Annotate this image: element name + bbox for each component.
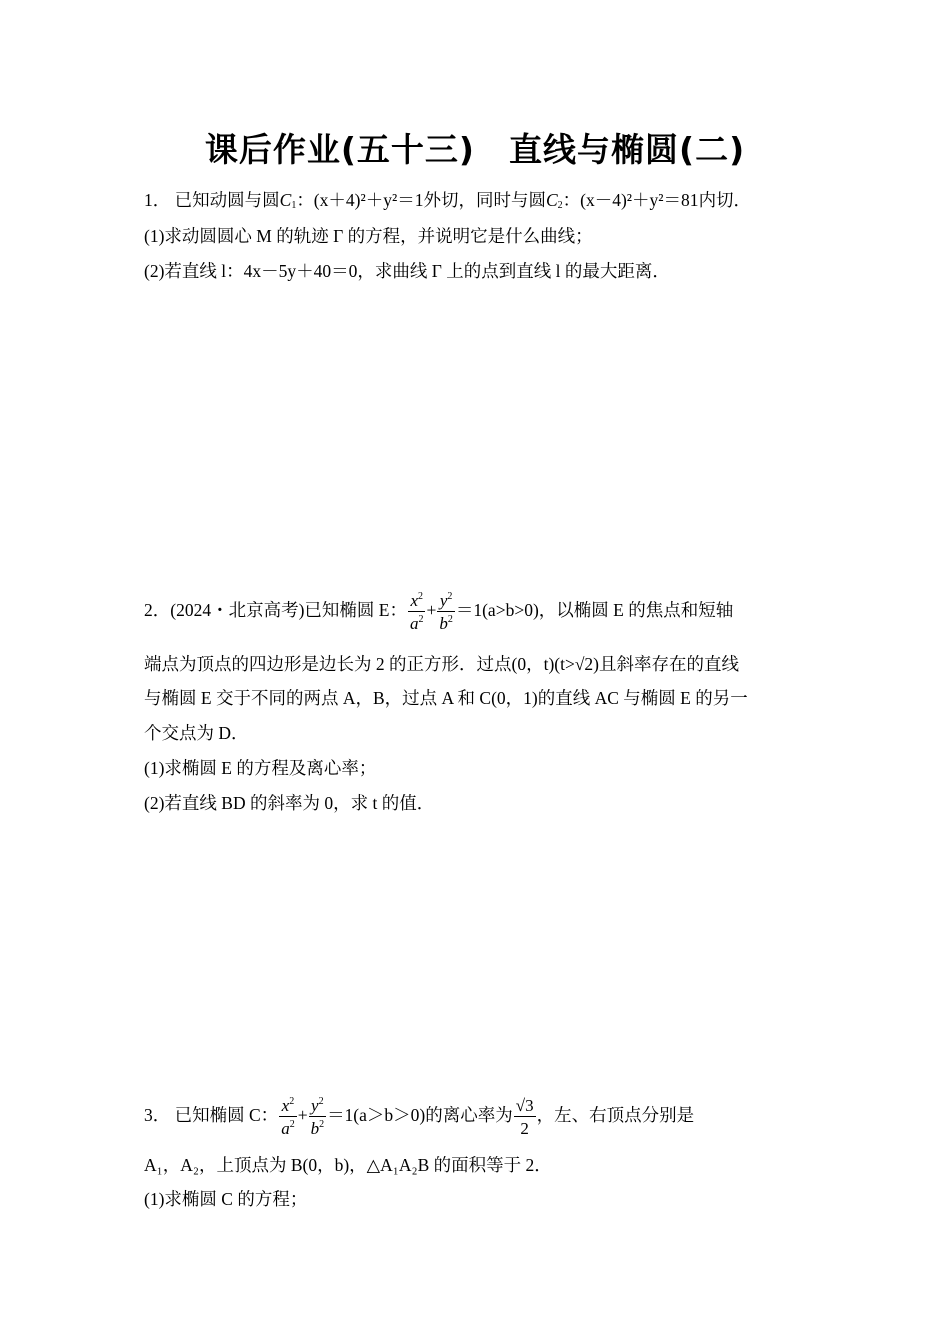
page-title xyxy=(0,124,950,171)
problem-2-line-3: 与椭圆 E 交于不同的两点 A，B，过点 A 和 C(0，1)的直线 AC 与椭圆 E 的另一 xyxy=(144,688,748,708)
fraction-y2-b2: $\frac{y^2}{b^2}$ xyxy=(310,1096,325,1138)
problem-3-line-2: A₁，A₂，上顶点为 B(0，b)，△A₁A₂B 的面积等于 2． xyxy=(144,1155,552,1175)
title-sub: 直线与椭圆(二) xyxy=(509,130,746,169)
problem-3-intro: 3． 已知椭圆 C： $\frac{x^2}{a^2}$ + $\frac{y^2}{b^2}$ ＝1(a＞b＞0)的离心率为 $\frac{√3}{2}$ ，左、右顶点分别是 xyxy=(144,1096,695,1138)
title-main: 课后作业(五十三) xyxy=(204,130,475,169)
eccentricity-fraction: $\frac{√3}{2}$ xyxy=(515,1096,534,1138)
fraction-y2-b2: $\frac{y^2}{b^2}$ xyxy=(439,591,453,633)
fraction-x2-a2: $\frac{x^2}{a^2}$ xyxy=(409,591,424,633)
problem-1-part-1: (1)求动圆圆心 M 的轨迹 Γ 的方程，并说明它是什么曲线； xyxy=(144,226,593,246)
problem-1-part-2: (2)若直线 l：4x－5y＋40＝0，求曲线 Γ 上的点到直线 l 的最大距离． xyxy=(144,261,670,281)
problem-2-line-2: 端点为顶点的四边形是边长为 2 的正方形．过点(0，t)(t>√2)且斜率存在的直线 xyxy=(144,654,740,674)
problem-3-part-1: (1)求椭圆 C 的方程； xyxy=(144,1189,308,1209)
fraction-x2-a2: $\frac{x^2}{a^2}$ xyxy=(281,1096,295,1138)
problem-2-part-1: (1)求椭圆 E 的方程及离心率； xyxy=(144,758,377,778)
problem-2-intro: 2．(2024・北京高考)已知椭圆 E： $\frac{x^2}{a^2}$ + $\frac{y^2}{b^2}$ ＝1(a>b>0)，以椭圆 E 的焦点和短轴 xyxy=(144,591,734,633)
problem-2-line-4: 个交点为 D． xyxy=(144,723,249,743)
problem-1-intro: 1． 已知动圆与圆$C_1$：(x＋4)²＋y²＝1外切，同时与圆$C_2$：(x－4)²＋y²＝81内切． xyxy=(144,190,752,211)
problem-2-part-2: (2)若直线 BD 的斜率为 0，求 t 的值． xyxy=(144,793,435,813)
